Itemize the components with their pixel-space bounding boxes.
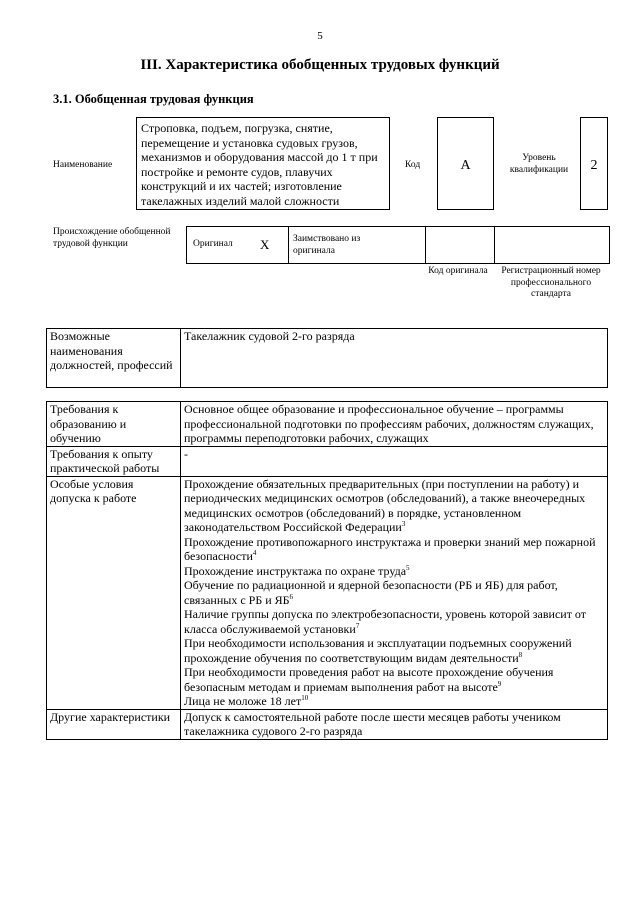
experience-value: - — [181, 446, 608, 476]
footnote-ref: 6 — [289, 592, 294, 601]
special-label: Особые условия допуска к работе — [47, 476, 181, 709]
table-row — [47, 446, 608, 476]
reg-number-label: Регистрационный номер профессионального стандарта — [501, 266, 601, 299]
level-box — [580, 117, 608, 210]
code-value: А — [460, 158, 471, 173]
level-value: 2 — [590, 158, 598, 173]
borrowed-label: Заимствовано из оригинала — [293, 234, 361, 256]
origin-divider — [288, 227, 289, 263]
positions-label: Возможные наименования должностей, профессий — [47, 329, 181, 388]
special-conditions-cell — [181, 476, 608, 709]
original-mark: X — [260, 237, 270, 252]
function-name-value: Строповка, подъем, погрузка, снятие, перемещение и установка судовых грузов, механизмов и оборудования массой до 1 т при постройке и ремонте судов, плавучих конструкций и их частей; изготовление такелажных изделий малой сложности — [141, 121, 378, 208]
condition-item — [184, 665, 604, 694]
table-row — [47, 402, 608, 447]
condition-item — [184, 694, 604, 709]
condition-text: Прохождение инструктажа по охране труда — [184, 563, 407, 578]
education-label: Требования к образованию и обучению — [47, 402, 181, 447]
function-name-box — [136, 117, 390, 210]
condition-item — [184, 607, 604, 636]
condition-item — [184, 477, 604, 535]
code-box — [437, 117, 494, 210]
footnote-ref: 5 — [406, 563, 410, 572]
condition-text: При необходимости проведения работ на высоте прохождение обучения безопасным методам и приемам выполнения работ на высоте — [184, 665, 554, 694]
condition-text: Обучение по радиационной и ядерной безопасности (РБ и ЯБ) для работ, связанных с РБ и ЯБ — [184, 578, 558, 607]
table-row — [47, 476, 608, 709]
origin-label: Происхождение обобщенной трудовой функции — [53, 227, 171, 249]
requirements-table — [46, 401, 608, 740]
code-original-label: Код оригинала — [428, 266, 488, 276]
origin-divider — [494, 227, 495, 263]
condition-text: Наличие группы допуска по электробезопасности, уровень которой зависит от класса обслуживаемой установки — [184, 607, 587, 636]
condition-text: Прохождение противопожарного инструктажа и проверки знаний мер пожарной безопасности — [184, 534, 596, 563]
condition-text: Лица не моложе 18 лет — [184, 694, 302, 708]
footnote-ref: 9 — [497, 679, 502, 688]
positions-table — [46, 328, 608, 388]
origin-table — [186, 226, 610, 264]
other-value: Допуск к самостоятельной работе после шести месяцев работы учеником такелажника судового 2-го разряда — [181, 709, 608, 739]
name-label: Наименование — [53, 160, 113, 170]
condition-text: Прохождение обязательных предварительных (при поступлении на работу) и периодических медицинских осмотров (обследований), а также внеочередных медицинских осмотров (обследований) в порядке, установленном законодательством Российской Федерации — [184, 476, 586, 534]
condition-text: При необходимости использования и эксплуатации подъемных сооружений прохождение обучения по соответствующим видам деятельности — [184, 636, 572, 665]
section-title: III. Характеристика обобщенных трудовых функций — [140, 57, 500, 73]
footnote-ref: 7 — [355, 621, 360, 630]
subsection-title: 3.1. Обобщенная трудовая функция — [53, 92, 254, 106]
page-number: 5 — [317, 30, 323, 42]
footnote-ref: 10 — [301, 694, 309, 702]
code-label: Код — [405, 160, 421, 170]
condition-item — [184, 578, 604, 607]
footnote-ref: 3 — [401, 520, 406, 528]
footnote-ref: 8 — [518, 650, 523, 659]
condition-item — [184, 535, 604, 564]
origin-divider — [425, 227, 426, 263]
condition-item — [184, 564, 604, 579]
condition-item — [184, 636, 604, 665]
other-label: Другие характеристики — [47, 709, 181, 739]
positions-value: Такелажник судовой 2-го разряда — [181, 329, 608, 388]
education-value: Основное общее образование и профессиональное обучение – программы профессиональной подготовки по профессиям рабочих, должностям служащих, программы переподготовки рабочих, служащих — [181, 402, 608, 447]
experience-label: Требования к опыту практической работы — [47, 446, 181, 476]
level-label: Уровень квалификации — [509, 153, 569, 175]
original-label: Оригинал — [193, 239, 233, 249]
footnote-ref: 4 — [252, 549, 257, 557]
table-row — [47, 709, 608, 739]
